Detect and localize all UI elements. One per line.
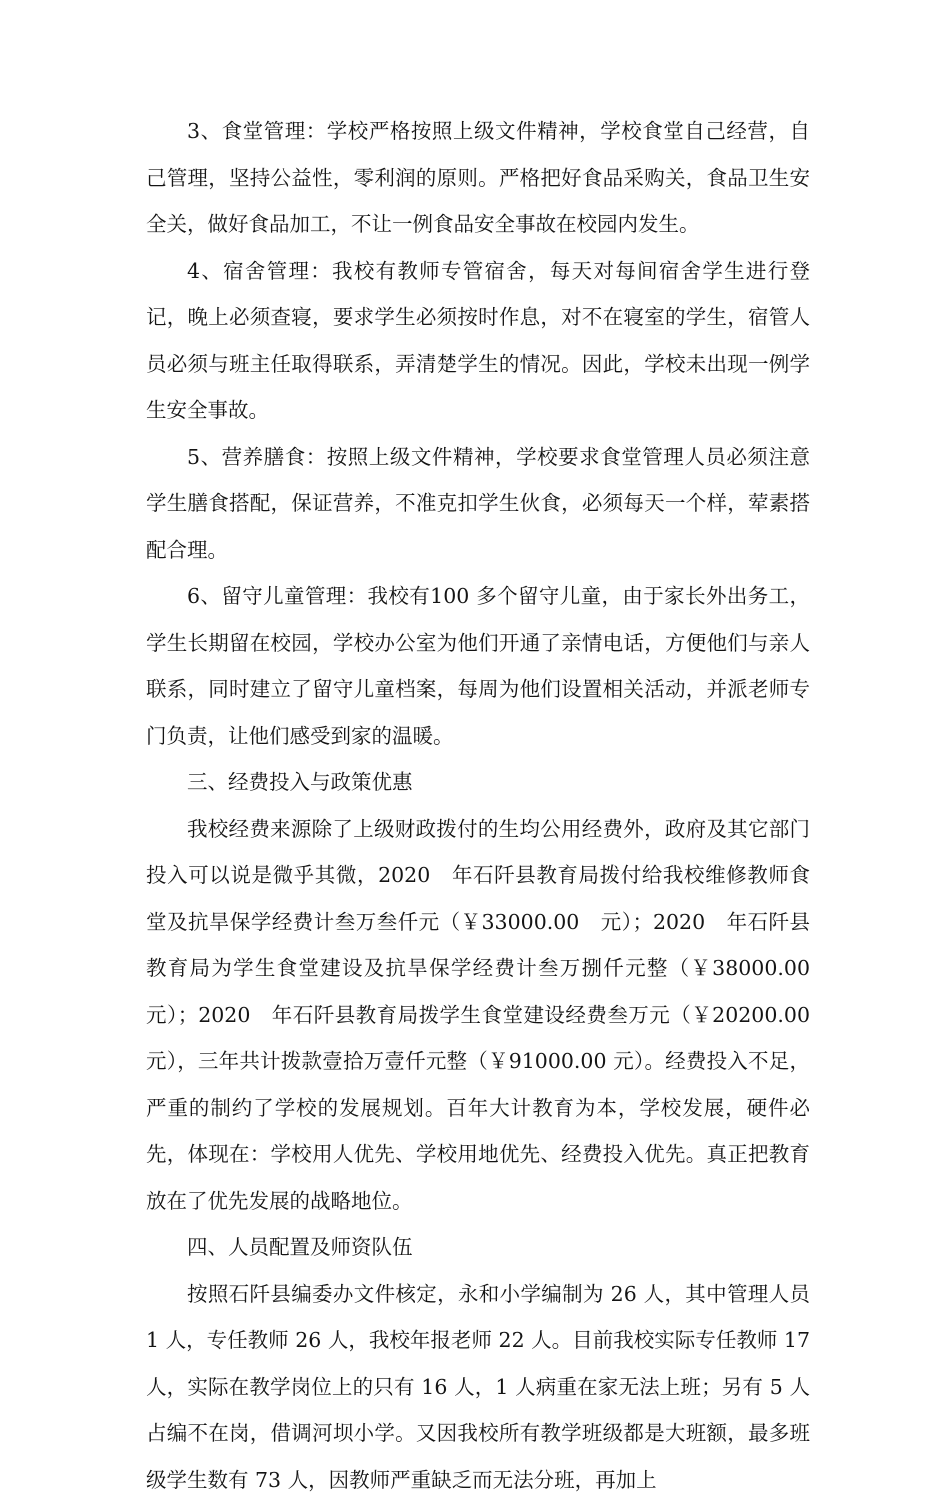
dormitory-management-paragraph: 4、宿舍管理：我校有教师专管宿舍，每天对每间宿舍学生进行登记，晚上必须查寝，要求学生必须按时作息，对不在寝室的学生，宿管人员必须与班主任取得联系，弄清楚学生的情况。因此，学校未出现一例学生安全事故。 bbox=[146, 248, 810, 434]
section-heading-funding: 三、经费投入与政策优惠 bbox=[146, 759, 810, 806]
funding-paragraph: 我校经费来源除了上级财政拨付的生均公用经费外，政府及其它部门投入可以说是微乎其微，2020 年石阡县教育局拨付给我校维修教师食堂及抗旱保学经费计叁万叁仟元（￥33000.00 元）；2020 年石阡县教育局为学生食堂建设及抗旱保学经费计叁万捌仟元整（￥38000.00 元）；2020 年石阡县教育局拨学生食堂建设经费叁万元（￥20200.00 元），三年共计拨款壹拾万壹仟元整（￥91000.00 元）。经费投入不足，严重的制约了学校的发展规划。百年大计教育为本，学校发展，硬件必先，体现在：学校用人优先、学校用地优先、经费投入优先。真正把教育放在了优先发展的战略地位。 bbox=[146, 806, 810, 1225]
section-heading-staffing: 四、人员配置及师资队伍 bbox=[146, 1224, 810, 1271]
document-body bbox=[146, 108, 810, 1503]
nutrition-meal-paragraph: 5、营养膳食：按照上级文件精神，学校要求食堂管理人员必须注意学生膳食搭配，保证营养，不准克扣学生伙食，必须每天一个样，荤素搭配合理。 bbox=[146, 434, 810, 574]
staffing-paragraph: 按照石阡县编委办文件核定，永和小学编制为 26 人，其中管理人员 1 人，专任教师 26 人，我校年报老师 22 人。目前我校实际专任教师 17 人，实际在教学岗位上的只有 16 人，1 人病重在家无法上班；另有 5 人占编不在岗，借调河坝小学。又因我校所有教学班级都是大班额，最多班级学生数有 73 人，因教师严重缺乏而无法分班，再加上 bbox=[146, 1271, 810, 1503]
canteen-management-paragraph: 3、食堂管理：学校严格按照上级文件精神，学校食堂自己经营，自己管理，坚持公益性，零利润的原则。严格把好食品采购关，食品卫生安全关，做好食品加工，不让一例食品安全事故在校园内发生。 bbox=[146, 108, 810, 248]
left-behind-children-paragraph: 6、留守儿童管理：我校有100 多个留守儿童，由于家长外出务工，学生长期留在校园，学校办公室为他们开通了亲情电话，方便他们与亲人联系，同时建立了留守儿童档案，每周为他们设置相关活动，并派老师专门负责，让他们感受到家的温暖。 bbox=[146, 573, 810, 759]
